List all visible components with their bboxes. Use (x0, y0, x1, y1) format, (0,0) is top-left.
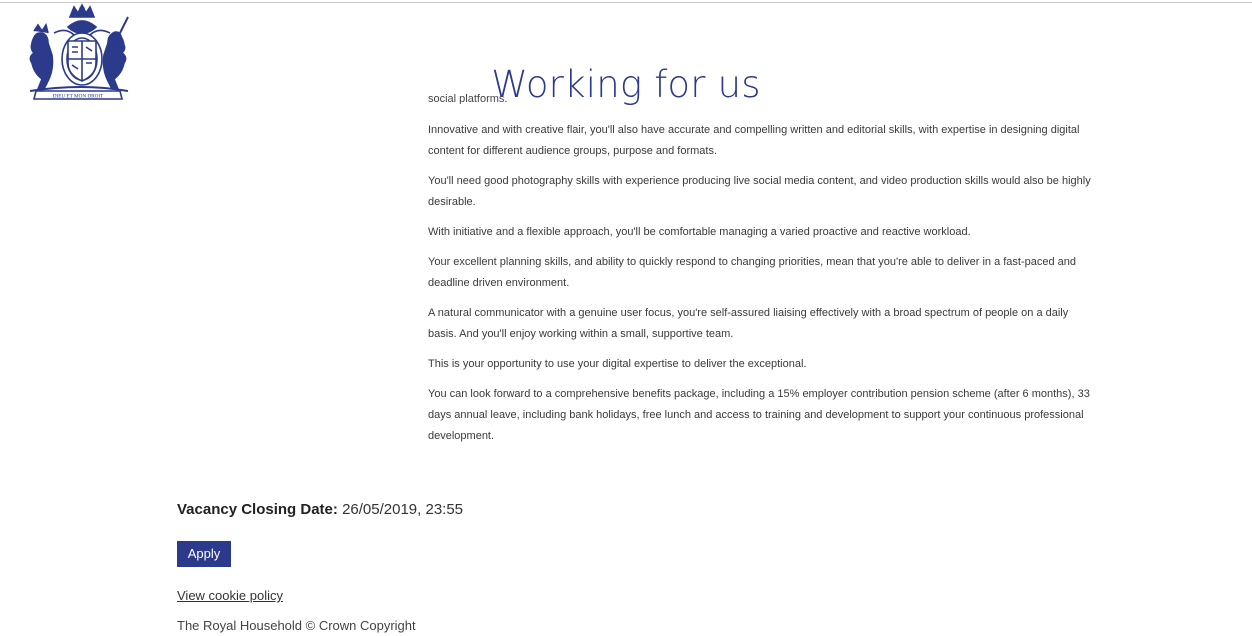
paragraph: Innovative and with creative flair, you'll also have accurate and compelling written and editorial skills, with expertise in designing digital content for different audience groups, purpose and formats. (428, 124, 1080, 157)
page-title: Working for us (491, 63, 761, 106)
paragraph: You'll need good photography skills with experience producing live social media content, and video production skills would also be highly desirable. (428, 175, 1091, 208)
copyright-text: The Royal Household © Crown Copyright (177, 618, 416, 633)
paragraph: With initiative and a flexible approach, you'll be comfortable managing a varied proactive and reactive workload. (428, 226, 971, 238)
truncated-paragraph-line: social platforms. (428, 93, 508, 104)
paragraph: You can look forward to a comprehensive benefits package, including a 15% employer contribution pension scheme (after 6 months), 33 days annual leave, including bank holidays, free lunch and access to training and development to support your continuous professional development. (428, 388, 1090, 442)
closing-date-label: Vacancy Closing Date: (177, 501, 338, 518)
paragraph: A natural communicator with a genuine user focus, you're self-assured liaising effectively with a broad spectrum of people on a daily basis. And you'll enjoy working within a small, supportive team. (428, 307, 1069, 340)
paragraph: Your excellent planning skills, and ability to quickly respond to changing priorities, mean that you're able to deliver in a fast-paced and deadline driven environment. (428, 256, 1077, 289)
job-description (428, 120, 1100, 456)
closing-date-value: 26/05/2019, 23:55 (342, 501, 464, 518)
cookie-policy-link[interactable]: View cookie policy (177, 588, 283, 603)
paragraph: This is your opportunity to use your digital expertise to deliver the exceptional. (428, 358, 807, 370)
top-divider (0, 2, 1252, 3)
apply-button[interactable]: Apply (177, 541, 231, 567)
svg-text:DIEU ET MON DROIT: DIEU ET MON DROIT (52, 93, 104, 100)
vacancy-closing-date (177, 501, 463, 518)
